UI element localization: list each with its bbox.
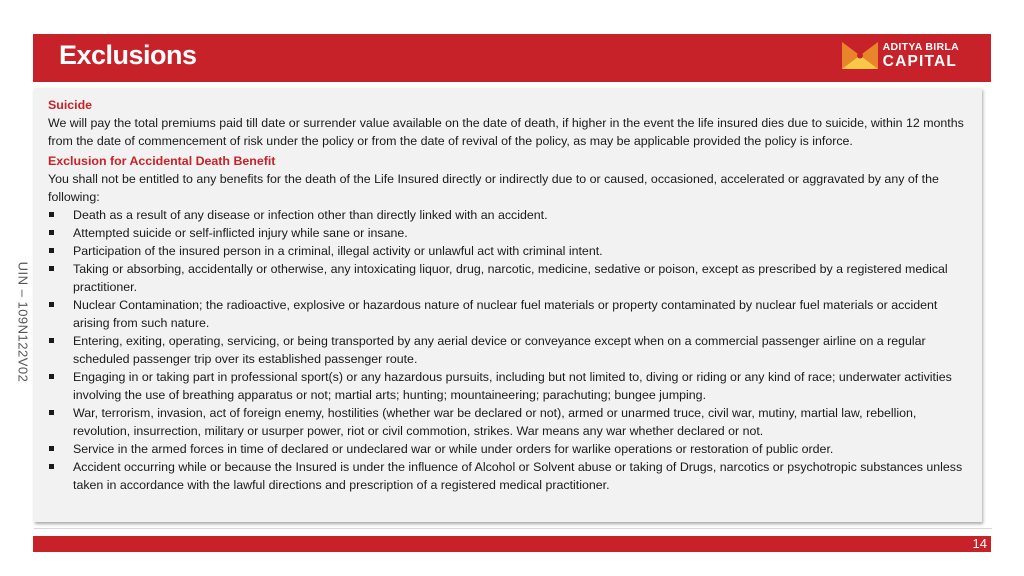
logo-wordmark <box>883 42 959 69</box>
list-item: Service in the armed forces in time of declared or undeclared war or while under orders for warlike operations or restoration of public order. <box>48 440 976 458</box>
list-item: Taking or absorbing, accidentally or otherwise, any intoxicating liquor, drug, narcotic, medicine, sedative or poison, except as prescribed by a registered medical practitioner. <box>48 260 976 296</box>
accidental-heading: Exclusion for Accidental Death Benefit <box>48 154 276 168</box>
content-panel <box>34 88 982 522</box>
list-item: War, terrorism, invasion, act of foreign enemy, hostilities (whether war be declared or not), armed or unarmed truce, civil war, mutiny, martial law, rebellion, revolution, insurrection, military or usurper power, riot or civil commotion, strikes. War means any war whether declared or not. <box>48 404 976 440</box>
suicide-heading: Suicide <box>48 98 93 112</box>
list-item: Accident occurring while or because the Insured is under the influence of Alcohol or Solvent abuse or taking of Drugs, narcotics or psychotropic substances unless taken in accordance with the lawful directions and prescription of a registered medical practitioner. <box>48 458 976 494</box>
logo-line2: CAPITAL <box>882 52 958 70</box>
list-item: Attempted suicide or self-inflicted injury while sane or insane. <box>48 224 976 242</box>
accidental-intro: You shall not be entitled to any benefits for the death of the Life Insured directly or indirectly due to or caused, occasioned, accelerated or aggravated by any of the following: <box>48 172 939 204</box>
footer-divider <box>34 528 992 529</box>
logo-line1: ADITYA BIRLA <box>882 41 959 53</box>
sun-logo-icon <box>842 42 878 69</box>
list-item: Death as a result of any disease or infection other than directly linked with an accident. <box>48 206 976 224</box>
header-bar <box>33 34 991 82</box>
content-body <box>48 96 976 494</box>
exclusion-list <box>48 206 976 494</box>
footer-bar <box>33 536 991 552</box>
list-item: Nuclear Contamination; the radioactive, explosive or hazardous nature of nuclear fuel materials or property contaminated by nuclear fuel materials or accident arising from such nature. <box>48 296 976 332</box>
page-number: 14 <box>972 536 987 551</box>
uin-text: UIN – 109N122V02 <box>15 261 31 383</box>
list-item: Entering, exiting, operating, servicing, or being transported by any aerial device or conveyance except when on a commercial passenger airline on a regular scheduled passenger trip over its established passenger route. <box>48 332 976 368</box>
list-item: Engaging in or taking part in professional sport(s) or any hazardous pursuits, including but not limited to, diving or riding or any kind of race; underwater activities involving the use of breathing apparatus or not; martial arts; hunting; mountaineering; parachuting; bungee jumping. <box>48 368 976 404</box>
list-item: Participation of the insured person in a criminal, illegal activity or unlawful act with criminal intent. <box>48 242 976 260</box>
company-logo <box>842 42 959 69</box>
page-title: Exclusions <box>59 40 197 70</box>
suicide-text: We will pay the total premiums paid till date or surrender value available on the date of death, if higher in the event the life insured dies due to suicide, within 12 months from the date of commencement of risk under the policy or from the date of revival of the policy, as may be applicable provided the policy is inforce. <box>48 116 964 148</box>
